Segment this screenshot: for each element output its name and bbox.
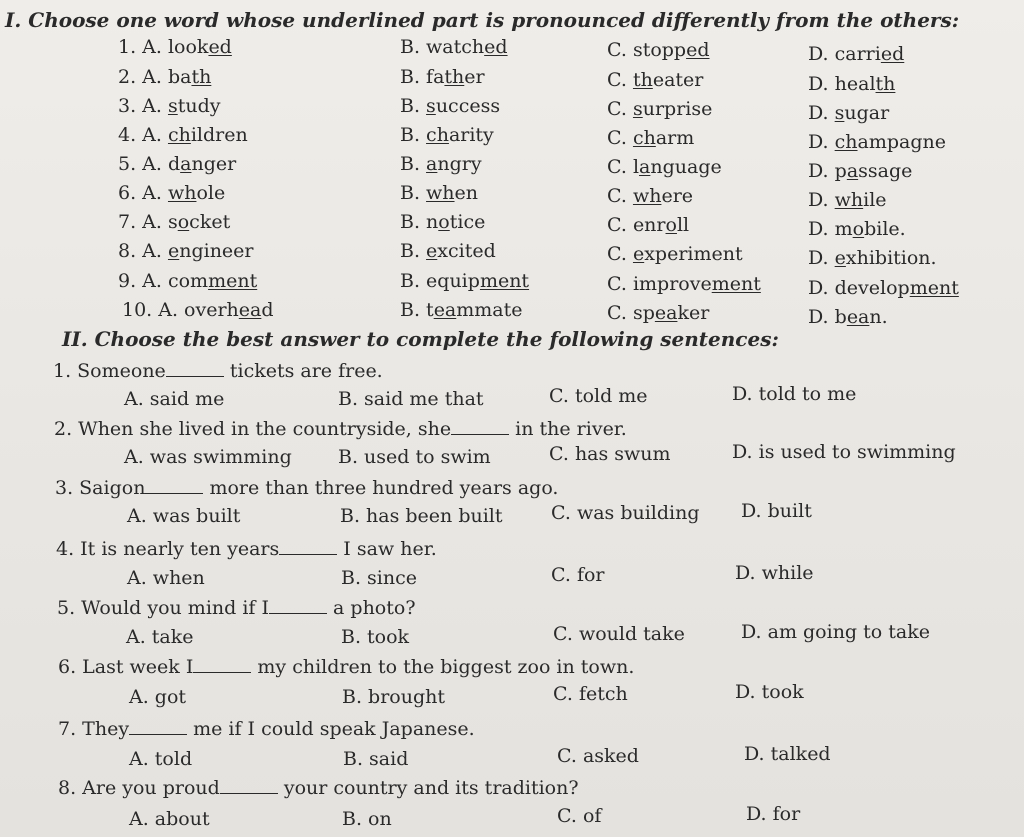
- s2-q4-option[interactable]: B. since: [341, 567, 417, 589]
- s2-q4-option[interactable]: A. when: [127, 567, 205, 589]
- s1-q2-option: D. health: [808, 73, 896, 95]
- answer-blank[interactable]: [166, 362, 224, 377]
- s2-q3-option[interactable]: D. built: [741, 500, 812, 522]
- s2-q1-option[interactable]: A. said me: [124, 388, 225, 410]
- s1-q8-option: 8. A. engineer: [118, 240, 254, 262]
- s1-q4-option: D. champagne: [808, 131, 947, 153]
- answer-blank[interactable]: [279, 540, 337, 555]
- s2-q2-option[interactable]: B. used to swim: [338, 446, 491, 468]
- underlined-part: wh: [167, 182, 197, 204]
- answer-blank[interactable]: [129, 720, 187, 735]
- s2-q5-option[interactable]: B. took: [341, 626, 410, 648]
- section2-heading: II. Choose the best answer to complete the following sentences:: [62, 327, 779, 351]
- section1-heading: I. Choose one word whose underlined part is pronounced differently from the others:: [5, 8, 960, 32]
- underlined-part: ed: [880, 43, 905, 65]
- s1-q1-option: 1. A. looked: [118, 36, 232, 58]
- s1-q3-option: D. sugar: [808, 102, 890, 124]
- underlined-part: a: [639, 156, 651, 178]
- underlined-part: e: [167, 240, 180, 262]
- underlined-part: ch: [834, 131, 858, 153]
- underlined-part: o: [177, 211, 190, 233]
- s1-q7-option: C. enroll: [607, 214, 690, 236]
- s2-q5-stem: 5. Would you mind if I a photo?: [57, 597, 416, 619]
- s1-q5-option: D. passage: [808, 160, 913, 182]
- s2-q3-option[interactable]: B. has been built: [340, 505, 503, 527]
- answer-blank[interactable]: [451, 420, 509, 435]
- s2-q2-stem: 2. When she lived in the countryside, she in the river.: [54, 418, 627, 440]
- underlined-part: ch: [426, 124, 449, 146]
- s1-q5-option: 5. A. danger: [118, 153, 237, 175]
- s1-q10-option: C. speaker: [607, 302, 710, 324]
- underlined-part: o: [438, 211, 450, 233]
- s1-q1-option: C. stopped: [607, 39, 710, 61]
- s2-q3-option[interactable]: C. was building: [551, 502, 700, 524]
- underlined-part: ed: [484, 36, 508, 58]
- answer-blank[interactable]: [269, 599, 327, 614]
- s1-q10-option: D. bean.: [808, 306, 888, 328]
- underlined-part: th: [632, 69, 653, 91]
- underlined-part: wh: [834, 189, 864, 211]
- s1-q8-option: C. experiment: [607, 243, 743, 265]
- underlined-part: ed: [208, 36, 232, 58]
- underlined-part: s: [167, 95, 178, 117]
- underlined-part: a: [846, 160, 859, 182]
- underlined-part: ch: [167, 124, 191, 146]
- s2-q5-option[interactable]: D. am going to take: [741, 621, 930, 643]
- s2-q1-option[interactable]: B. said me that: [338, 388, 484, 410]
- underlined-part: o: [665, 214, 677, 236]
- underlined-part: th: [444, 66, 465, 88]
- s1-q6-option: 6. A. whole: [118, 182, 226, 204]
- s1-q3-option: B. success: [400, 95, 501, 117]
- underlined-part: s: [632, 98, 643, 120]
- s2-q8-option[interactable]: A. about: [129, 808, 210, 830]
- s1-q1-option: D. carried: [808, 43, 905, 65]
- underlined-part: a: [426, 153, 438, 175]
- s1-q2-option: C. theater: [607, 69, 704, 91]
- s2-q7-option[interactable]: C. asked: [557, 745, 639, 767]
- s2-q1-option[interactable]: C. told me: [549, 385, 648, 407]
- s1-q7-option: D. mobile.: [808, 218, 906, 240]
- s2-q8-option[interactable]: B. on: [342, 808, 392, 830]
- underlined-part: th: [875, 73, 896, 95]
- s2-q7-option[interactable]: D. talked: [744, 743, 831, 765]
- s1-q7-option: 7. A. socket: [118, 211, 231, 233]
- s1-q9-option: B. equipment: [400, 270, 530, 292]
- s1-q5-option: B. angry: [400, 153, 482, 175]
- s2-q8-option[interactable]: D. for: [746, 803, 801, 825]
- underlined-part: s: [834, 102, 845, 124]
- s2-q1-stem: 1. Someone tickets are free.: [53, 360, 383, 382]
- s1-q5-option: C. language: [607, 156, 722, 178]
- s1-q4-option: C. charm: [607, 127, 695, 149]
- s1-q10-option: 10. A. overhead: [122, 299, 274, 321]
- s2-q1-option[interactable]: D. told to me: [732, 383, 857, 405]
- s1-q4-option: B. charity: [400, 124, 494, 146]
- underlined-part: e: [632, 243, 645, 265]
- underlined-part: wh: [632, 185, 662, 207]
- s2-q6-option[interactable]: C. fetch: [553, 683, 628, 705]
- answer-blank[interactable]: [220, 779, 278, 794]
- s1-q3-option: C. surprise: [607, 98, 713, 120]
- s2-q6-option[interactable]: D. took: [735, 681, 804, 703]
- s2-q7-stem: 7. They me if I could speak Japanese.: [58, 718, 475, 740]
- s1-q2-option: 2. A. bath: [118, 66, 212, 88]
- underlined-part: ea: [433, 299, 457, 321]
- s2-q4-option[interactable]: D. while: [735, 562, 814, 584]
- s2-q6-option[interactable]: A. got: [129, 686, 187, 708]
- s2-q3-stem: 3. Saigon more than three hundred years ago.: [55, 477, 559, 499]
- s2-q8-option[interactable]: C. of: [557, 805, 602, 827]
- s1-q6-option: D. while: [808, 189, 887, 211]
- underlined-part: ea: [654, 302, 678, 324]
- underlined-part: a: [180, 153, 192, 175]
- underlined-part: ch: [632, 127, 656, 149]
- s1-q8-option: D. exhibition.: [808, 247, 937, 269]
- underlined-part: o: [852, 218, 865, 240]
- underlined-part: ment: [909, 277, 959, 299]
- s1-q1-option: B. watched: [400, 36, 508, 58]
- s2-q7-option[interactable]: A. told: [129, 748, 193, 770]
- s2-q2-option[interactable]: D. is used to swimming: [732, 441, 956, 463]
- s2-q6-stem: 6. Last week I my children to the biggest zoo in town.: [58, 656, 635, 678]
- s1-q6-option: B. when: [400, 182, 479, 204]
- s1-q3-option: 3. A. study: [118, 95, 221, 117]
- underlined-part: wh: [426, 182, 455, 204]
- underlined-part: th: [191, 66, 212, 88]
- s1-q2-option: B. father: [400, 66, 485, 88]
- underlined-part: ea: [846, 306, 870, 328]
- s2-q2-option[interactable]: C. has swum: [549, 443, 671, 465]
- s2-q6-option[interactable]: B. brought: [342, 686, 445, 708]
- s1-q9-option: C. improvement: [607, 273, 761, 295]
- s1-q6-option: C. where: [607, 185, 694, 207]
- s1-q7-option: B. notice: [400, 211, 486, 233]
- s2-q8-stem: 8. Are you proud your country and its tradition?: [58, 777, 579, 799]
- s1-q9-option: 9. A. comment: [118, 270, 258, 292]
- s1-q9-option: D. development: [808, 277, 959, 299]
- answer-blank[interactable]: [145, 479, 203, 494]
- underlined-part: e: [426, 240, 438, 262]
- s2-q3-option[interactable]: A. was built: [127, 505, 241, 527]
- underlined-part: ment: [479, 270, 530, 292]
- s1-q10-option: B. teammate: [400, 299, 523, 321]
- underlined-part: ment: [208, 270, 258, 292]
- underlined-part: e: [834, 247, 846, 269]
- s2-q7-option[interactable]: B. said: [343, 748, 409, 770]
- s2-q5-option[interactable]: A. take: [126, 626, 194, 648]
- underlined-part: ea: [238, 299, 262, 321]
- s1-q8-option: B. excited: [400, 240, 496, 262]
- s2-q4-stem: 4. It is nearly ten years I saw her.: [56, 538, 437, 560]
- underlined-part: ed: [686, 39, 710, 61]
- s2-q4-option[interactable]: C. for: [551, 564, 605, 586]
- underlined-part: ment: [711, 273, 761, 295]
- s2-q5-option[interactable]: C. would take: [553, 623, 685, 645]
- underlined-part: s: [426, 95, 436, 117]
- s2-q2-option[interactable]: A. was swimming: [124, 446, 292, 468]
- s1-q4-option: 4. A. children: [118, 124, 248, 146]
- answer-blank[interactable]: [193, 658, 251, 673]
